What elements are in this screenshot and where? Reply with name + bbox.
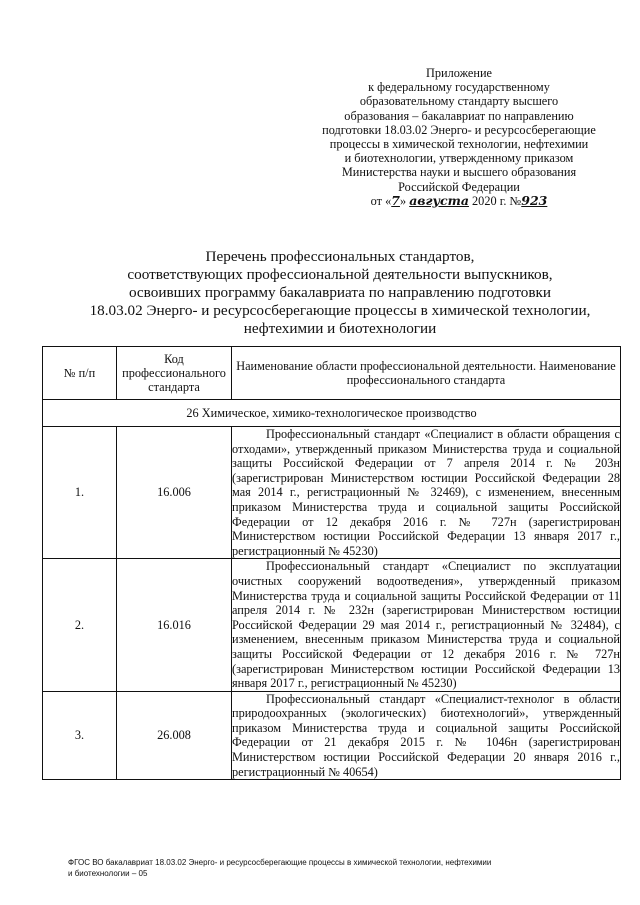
title-line: нефтехимии и биотехнологии: [243, 320, 437, 337]
handwritten-day: 7: [391, 192, 400, 208]
title-line: 18.03.02 Энерго- и ресурсосберегающие процессы в химической технологии,: [89, 302, 591, 319]
title-line: освоивших программу бакалавриата по направлению подготовки: [128, 284, 552, 301]
document-title: [40, 248, 640, 338]
handwritten-month: августа: [409, 192, 469, 208]
date-separator: »: [399, 193, 407, 208]
row-description-text: Профессиональный стандарт «Специалист-технолог в области природоохранных (экологических) биотехнологий», утвержденный приказом Министерства труда и социальной защиты Российской Федерации от 21 декабря 2015 г. № 1046н (зарегистрирован Министерством юстиции Российской Федерации 20 января 2016 г., регистрационный № 40654): [232, 691, 620, 779]
appendix-line: Министерства науки и высшего образования: [341, 165, 577, 180]
section-title: 26 Химическое, химико-технологическое производство: [43, 400, 621, 427]
standards-table: [42, 346, 621, 780]
footer-line: ФГОС ВО бакалавриат 18.03.02 Энерго- и ресурсосберегающие процессы в химической технологии, нефтехимии: [68, 858, 492, 867]
footer-line: и биотехнологии – 05: [68, 869, 148, 878]
header-code: Код профессионального стандарта: [117, 347, 232, 400]
appendix-line: процессы в химической технологии, нефтехимии: [329, 137, 589, 152]
order-year: 2020 г. №: [472, 193, 522, 208]
row-number: 2.: [43, 559, 117, 691]
appendix-header: [300, 66, 618, 208]
appendix-line: подготовки 18.03.02 Энерго- и ресурсосберегающие: [322, 122, 596, 137]
row-number: 3.: [43, 691, 117, 780]
row-description: [232, 559, 621, 691]
row-description: [232, 691, 621, 780]
row-description-text: Профессиональный стандарт «Специалист по эксплуатации очистных сооружений водоотведения», утвержденный приказом Министерства труда и социальной защиты Российской Федерации от 11 апреля 2014 г. № 232н (зарегистрирован Министерством юстиции Российской Федерации 29 мая 2014 г., регистрационный № 32484), с изменением, внесенным приказом Министерства труда и социальной защиты Российской Федерации от 12 декабря 2016 г. № 727н (зарегистрирован Министерством юстиции Российской Федерации 13 января 2017 г., регистрационный № 45230): [232, 559, 620, 691]
section-row: [43, 400, 621, 427]
title-line: Перечень профессиональных стандартов,: [205, 248, 475, 265]
order-date-line: [300, 194, 618, 208]
row-code: 26.008: [117, 691, 232, 780]
appendix-line: и биотехнологии, утвержденному приказом: [344, 151, 574, 166]
appendix-line: Приложение: [426, 66, 492, 80]
row-number: 1.: [43, 427, 117, 559]
appendix-line: образования – бакалавриат по направлению: [344, 108, 574, 123]
appendix-line: к федеральному государственному: [368, 80, 550, 95]
table-row: [43, 691, 621, 780]
table-header-row: [43, 347, 621, 400]
header-number: № п/п: [43, 347, 117, 400]
row-code: 16.016: [117, 559, 232, 691]
header-name: Наименование области профессиональной деятельности. Наименование профессионального стандарта: [232, 347, 621, 400]
appendix-line: образовательному стандарту высшего: [359, 94, 559, 109]
handwritten-order-number: 923: [521, 192, 548, 208]
table-row: [43, 559, 621, 691]
table-row: [43, 427, 621, 559]
date-prefix: от «: [370, 193, 392, 208]
appendix-line: Российской Федерации: [398, 179, 520, 194]
row-description-text: Профессиональный стандарт «Специалист в области обращения с отходами», утвержденный приказом Министерства труда и социальной защиты Российской Федерации от 7 апреля 2014 г. № 203н (зарегистрирован Министерством юстиции Российской Федерации 28 мая 2014 г., регистрационный № 32469), с изменением, внесенным приказом Министерства труда и социальной защиты Российской Федерации от 12 декабря 2016 г. № 727н (зарегистрирован Министерством юстиции Российской Федерации 13 января 2017 г., регистрационный № 45230): [232, 427, 620, 558]
row-code: 16.006: [117, 427, 232, 559]
page-footer: [68, 857, 548, 879]
row-description: [232, 427, 621, 559]
title-line: соответствующих профессиональной деятельности выпускников,: [127, 266, 553, 283]
